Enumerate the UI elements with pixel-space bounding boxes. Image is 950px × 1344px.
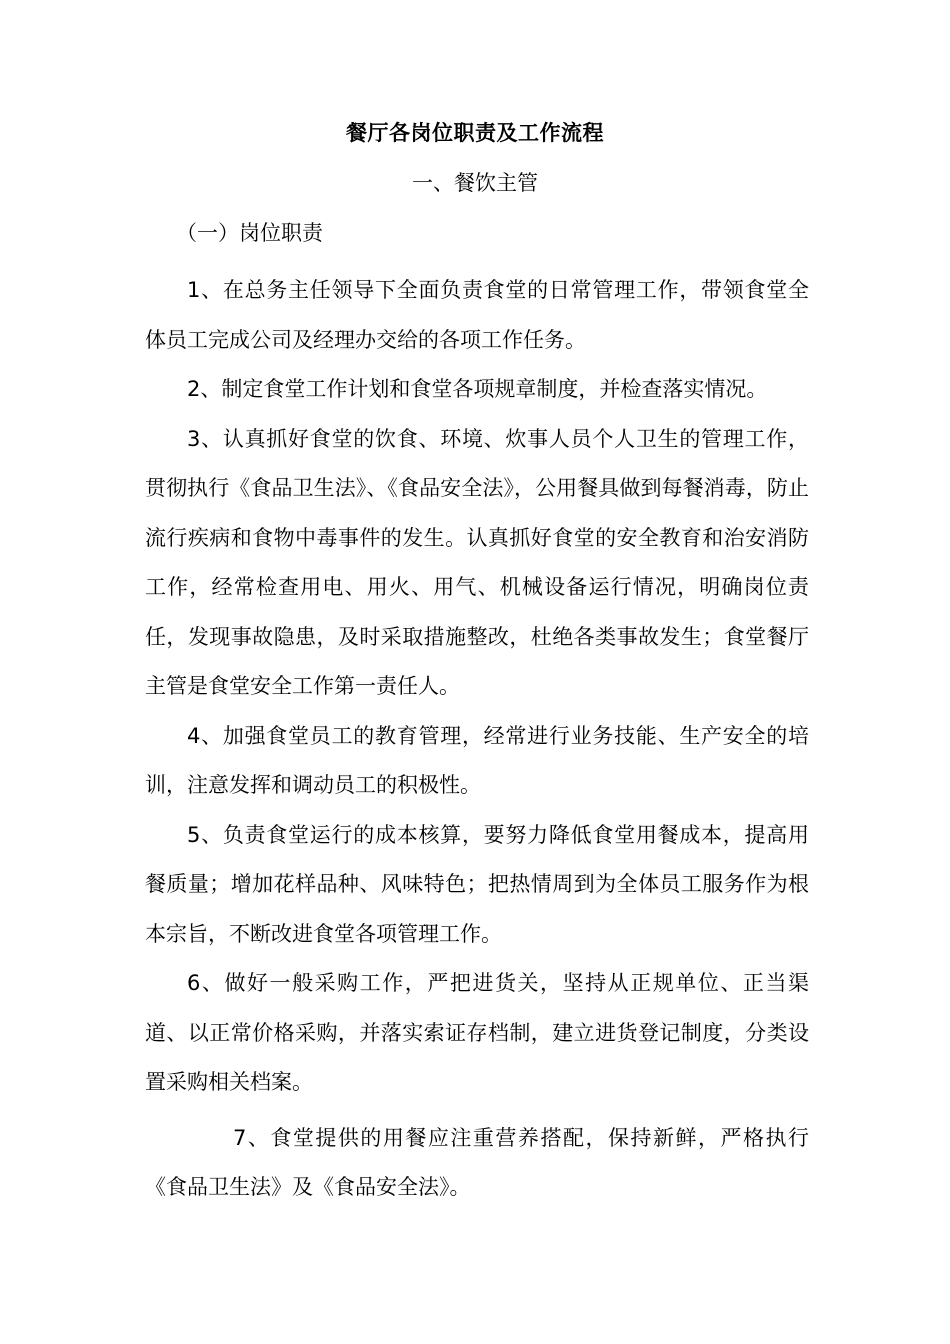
paragraph-4: 4、加强食堂员工的教育管理，经常进行业务技能、生产安全的培训，注意发挥和调动员工的积极性。 xyxy=(145,723,809,797)
document-body xyxy=(145,266,809,1213)
sub-heading: （一）岗位职责 xyxy=(176,221,323,245)
paragraph-2: 2、制定食堂工作计划和食堂各项规章制度，并检查落实情况。 xyxy=(187,377,768,401)
paragraph-5: 5、负责食堂运行的成本核算，要努力降低食堂用餐成本，提高用餐质量；增加花样品种、风味特色；把热情周到为全体员工服务作为根本宗旨，不断改进食堂各项管理工作。 xyxy=(145,822,809,946)
paragraph-6: 6、做好一般采购工作，严把进货关，坚持从正规单位、正当渠道、以正常价格采购，并落实索证存档制，建立进货登记制度，分类设置采购相关档案。 xyxy=(145,971,809,1094)
paragraph-7: 7、食堂提供的用餐应注重营养搭配，保持新鲜，严格执行《食品卫生法》及《食品安全法》。 xyxy=(145,1125,809,1199)
paragraph-1: 1、在总务主任领导下全面负责食堂的日常管理工作，带领食堂全体员工完成公司及经理办交给的各项工作任务。 xyxy=(145,278,809,352)
document-title: 餐厅各岗位职责及工作流程 xyxy=(346,121,604,145)
paragraph-3: 3、认真抓好食堂的饮食、环境、炊事人员个人卫生的管理工作，贯彻执行《食品卫生法》、《食品安全法》，公用餐具做到每餐消毒，防止流行疾病和食物中毒事件的发生。认真抓好食堂的安全教育和治安消防工作，经常检查用电、用火、用气、机械设备运行情况，明确岗位责任，发现事故隐患，及时采取措施整改，杜绝各类事故发生；食堂餐厅主管是食堂安全工作第一责任人。 xyxy=(145,426,809,698)
section-heading: 一、餐饮主管 xyxy=(412,171,538,195)
